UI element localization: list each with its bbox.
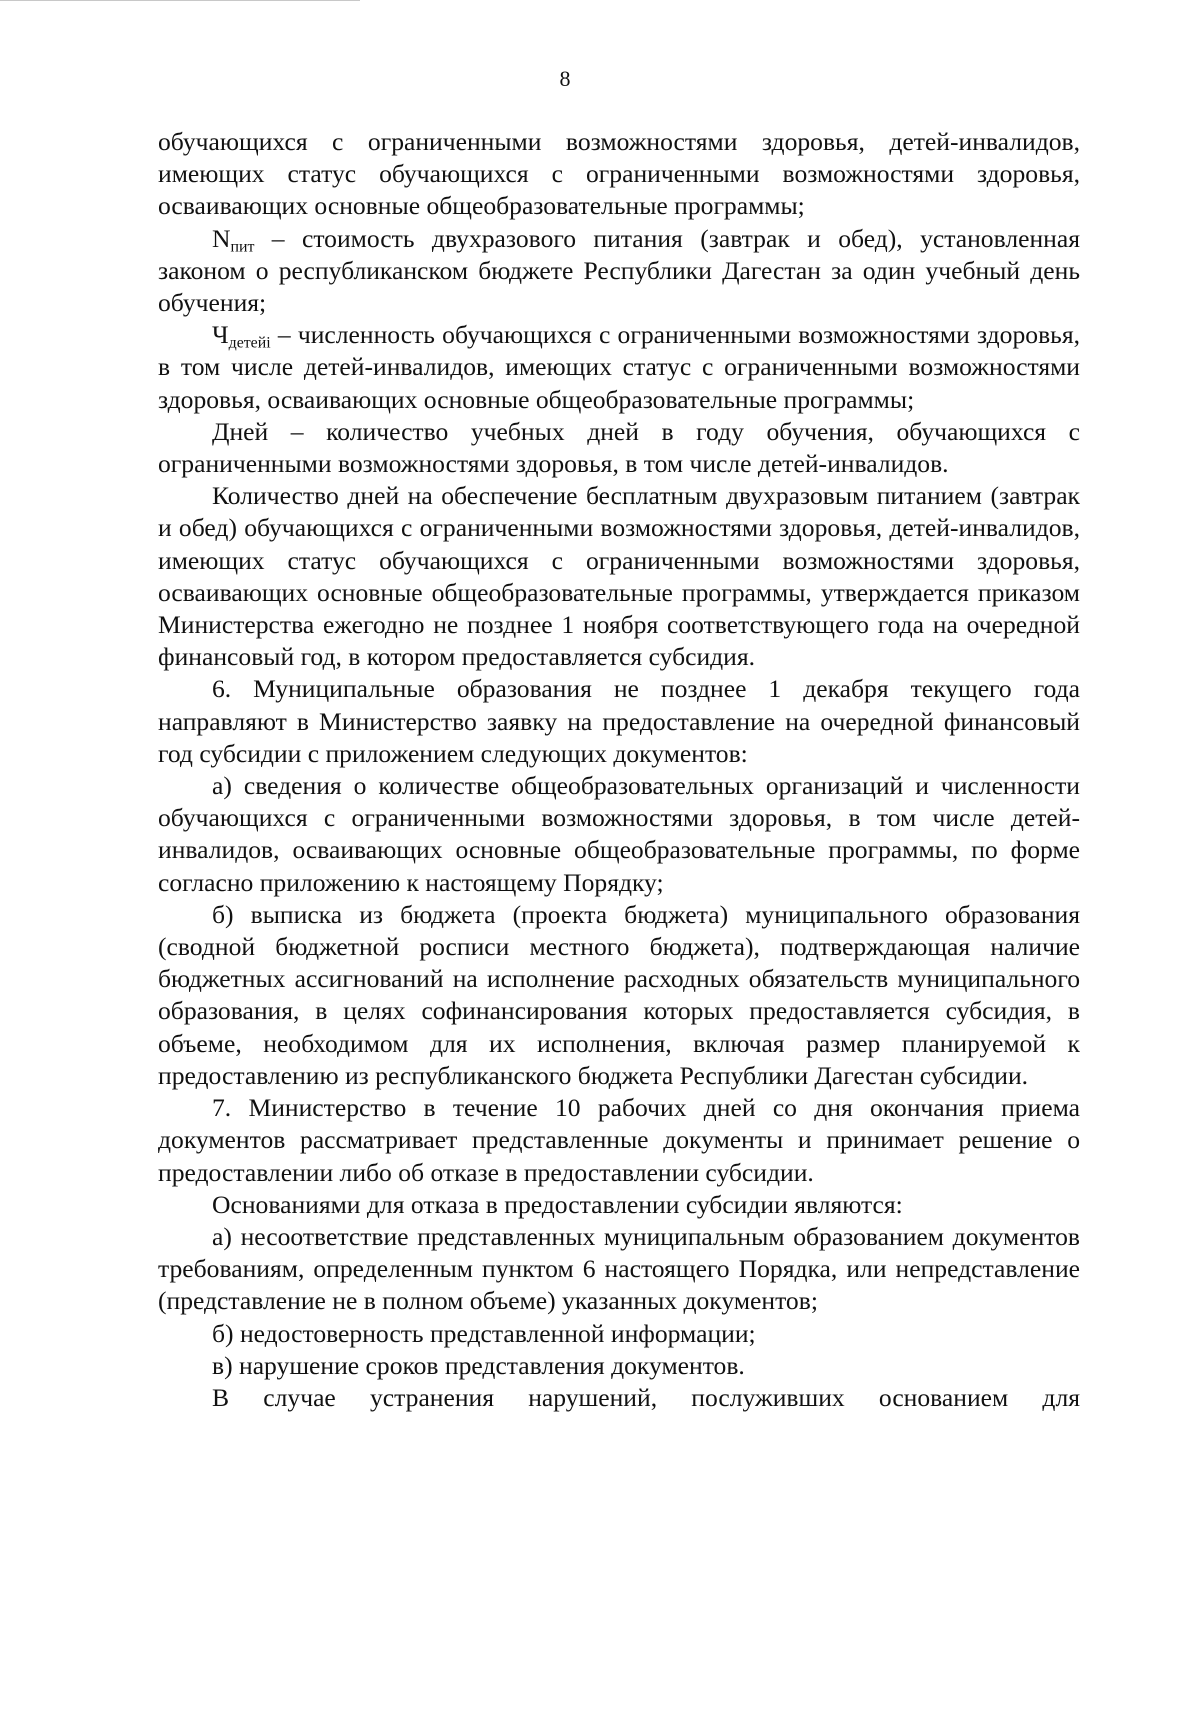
paragraph-n-pit-definition xyxy=(158,223,1080,320)
n-pit-symbol: N xyxy=(212,223,231,253)
paragraph-item-7: 7. Министерство в течение 10 рабочих дней со дня окончания приема документов рассматривает представленные документы и принимает решение о предоставлении либо об отказе в предоставлении субсидии. xyxy=(158,1093,1080,1187)
paragraph-days-definition: Дней – количество учебных дней в году обучения, обучающихся с ограниченными возможностями здоровья, в том числе детей-инвалидов. xyxy=(158,416,1080,479)
paragraph-continuation: обучающихся с ограниченными возможностями здоровья, детей-инвалидов, имеющих статус обучающихся с ограниченными возможностями здоровья, осваивающих основные общеобразовательные программы; xyxy=(158,127,1080,221)
paragraph-elimination: В случае устранения нарушений, послуживших основанием для xyxy=(212,1382,1080,1412)
page-number: 8 xyxy=(559,66,571,91)
ch-children-text: – численность обучающихся с ограниченными возможностями здоровья, в том числе детей-инвалидов, имеющих статус с ограниченными возможностями здоровья, осваивающих основные общеобразовательные программы; xyxy=(158,320,1080,414)
n-pit-text: – стоимость двухразового питания (завтрак и обед), установленная законом о республиканском бюджете Республики Дагестан за один учебный день обучения; xyxy=(158,223,1080,318)
paragraph-refusal-c: в) нарушение сроков представления документов. xyxy=(212,1350,745,1380)
ch-children-symbol: Ч xyxy=(212,320,229,350)
n-pit-subscript: пит xyxy=(230,238,255,256)
document-body xyxy=(158,126,1080,1414)
paragraph-item-6b: б) выписка из бюджета (проекта бюджета) муниципального образования (сводной бюджетной росписи местного бюджета), подтверждающая наличие бюджетных ассигнований на исполнение расходных обязательств муниципального образования, в целях софинансирования которых предоставляется субсидия, в объеме, необходимом для их исполнения, включая размер планируемой к предоставлению из республиканского бюджета Республики Дагестан субсидии. xyxy=(158,899,1080,1090)
paragraph-item-6a: а) сведения о количестве общеобразовательных организаций и численности обучающихся с ограниченными возможностями здоровья, в том числе детей-инвалидов, осваивающих основные общеобразовательные программы, по форме согласно приложению к настоящему Порядку; xyxy=(158,771,1080,897)
paragraph-item-6: 6. Муниципальные образования не позднее 1 декабря текущего года направляют в Министерство заявку на предоставление на очередной финансовый год субсидии с приложением следующих документов: xyxy=(158,674,1080,768)
paragraph-refusal-a: а) несоответствие представленных муниципальным образованием документов требованиям, определенным пунктом 6 настоящего Порядка, или непредставление (представление не в полном объеме) указанных документов; xyxy=(158,1221,1080,1316)
paragraph-refusal-b: б) недостоверность представленной информации; xyxy=(212,1318,756,1348)
ch-children-subscript: детейi xyxy=(228,334,271,352)
scan-edge-line xyxy=(0,0,360,1)
paragraph-refusal-grounds: Основаниями для отказа в предоставлении субсидии являются: xyxy=(212,1189,903,1219)
paragraph-ch-children-definition xyxy=(158,319,1080,416)
paragraph-days-count: Количество дней на обеспечение бесплатным двухразовым питанием (завтрак и обед) обучающихся с ограниченными возможностями здоровья, детей-инвалидов, имеющих статус обучающихся с ограниченными возможностями здоровья, осваивающих основные общеобразовательные программы, утверждается приказом Министерства ежегодно не позднее 1 ноября соответствующего года на очередной финансовый год, в котором предоставляется субсидия. xyxy=(158,481,1080,672)
